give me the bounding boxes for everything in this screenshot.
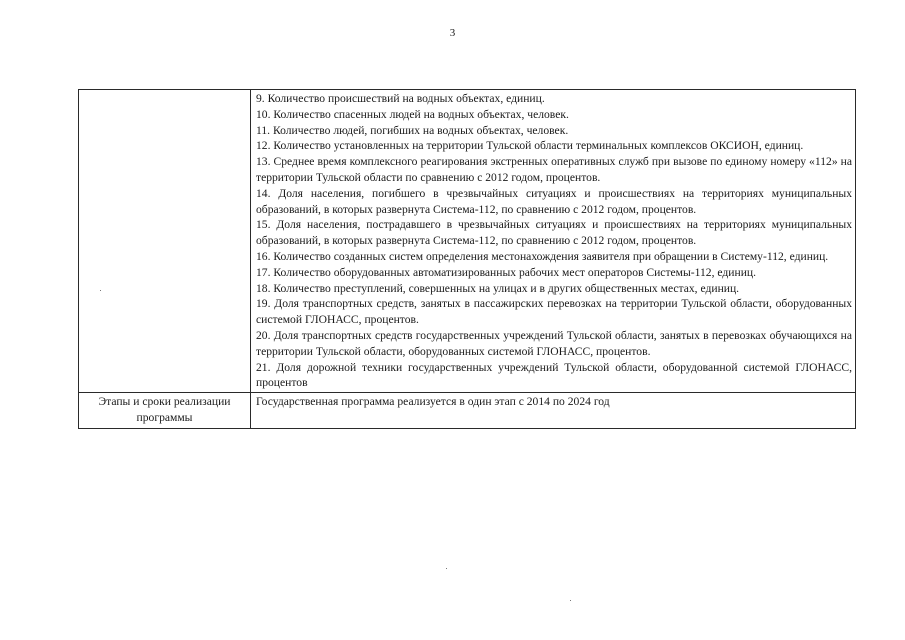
indicator-item-14: 14. Доля населения, погибшего в чрезвычайных ситуациях и происшествиях на территориях муниципальных образований, в которых развернута Система-112, по сравнению с 2012 годом, процентов. bbox=[256, 186, 852, 216]
indicators-label-cell bbox=[79, 90, 251, 393]
stages-label-cell bbox=[79, 393, 251, 429]
indicator-item-17: 17. Количество оборудованных автоматизированных рабочих мест операторов Системы-112, единиц. bbox=[256, 265, 757, 279]
indicator-item-16: 16. Количество созданных систем определения местонахождения заявителя при обращении в Систему-112, единиц. bbox=[256, 249, 829, 263]
scan-speck bbox=[570, 600, 571, 601]
indicator-item-20: 20. Доля транспортных средств государственных учреждений Тульской области, занятых в перевозках обучающихся на территории Тульской области, оборудованных системой ГЛОНАСС, процентов. bbox=[256, 328, 852, 358]
scan-speck bbox=[446, 568, 447, 569]
indicator-item-13: 13. Среднее время комплексного реагирования экстренных оперативных служб при вызове по единому номеру «112» на территории Тульской области по сравнению с 2012 годом, процентов. bbox=[256, 155, 852, 184]
stages-label: Этапы и сроки реализации программы bbox=[98, 395, 231, 424]
stages-value: Государственная программа реализуется в один этап с 2014 по 2024 год bbox=[256, 395, 610, 409]
program-passport-table bbox=[78, 89, 856, 429]
indicator-item-18: 18. Количество преступлений, совершенных на улицах и в других общественных местах, единиц. bbox=[256, 281, 740, 295]
page-number: 3 bbox=[449, 27, 456, 39]
indicator-item-12: 12. Количество установленных на территории Тульской области терминальных комплексов ОКСИОН, единиц. bbox=[256, 139, 804, 153]
indicator-list bbox=[251, 90, 855, 392]
indicators-cell bbox=[251, 90, 856, 393]
indicator-item-9: 9. Количество происшествий на водных объектах, единиц. bbox=[256, 92, 545, 105]
indicator-item-15: 15. Доля населения, пострадавшего в чрезвычайных ситуациях и происшествиях на территориях муниципальных образований, в которых развернута Система-112, по сравнению с 2012 годом, процентов. bbox=[256, 218, 852, 248]
indicators-row bbox=[79, 90, 856, 393]
stages-row bbox=[79, 393, 856, 429]
indicator-item-19: 19. Доля транспортных средств, занятых в пассажирских перевозках на территории Тульской области, оборудованных системой ГЛОНАСС, процентов. bbox=[256, 297, 852, 327]
indicator-item-21: 21. Доля дорожной техники государственных учреждений Тульской области, оборудованной системой ГЛОНАСС, процентов bbox=[256, 360, 852, 390]
indicator-item-11: 11. Количество людей, погибших на водных объектах, человек. bbox=[256, 123, 569, 137]
stages-value-cell bbox=[251, 393, 856, 429]
scan-speck bbox=[100, 290, 101, 291]
indicator-item-10: 10. Количество спасенных людей на водных объектах, человек. bbox=[256, 107, 569, 121]
